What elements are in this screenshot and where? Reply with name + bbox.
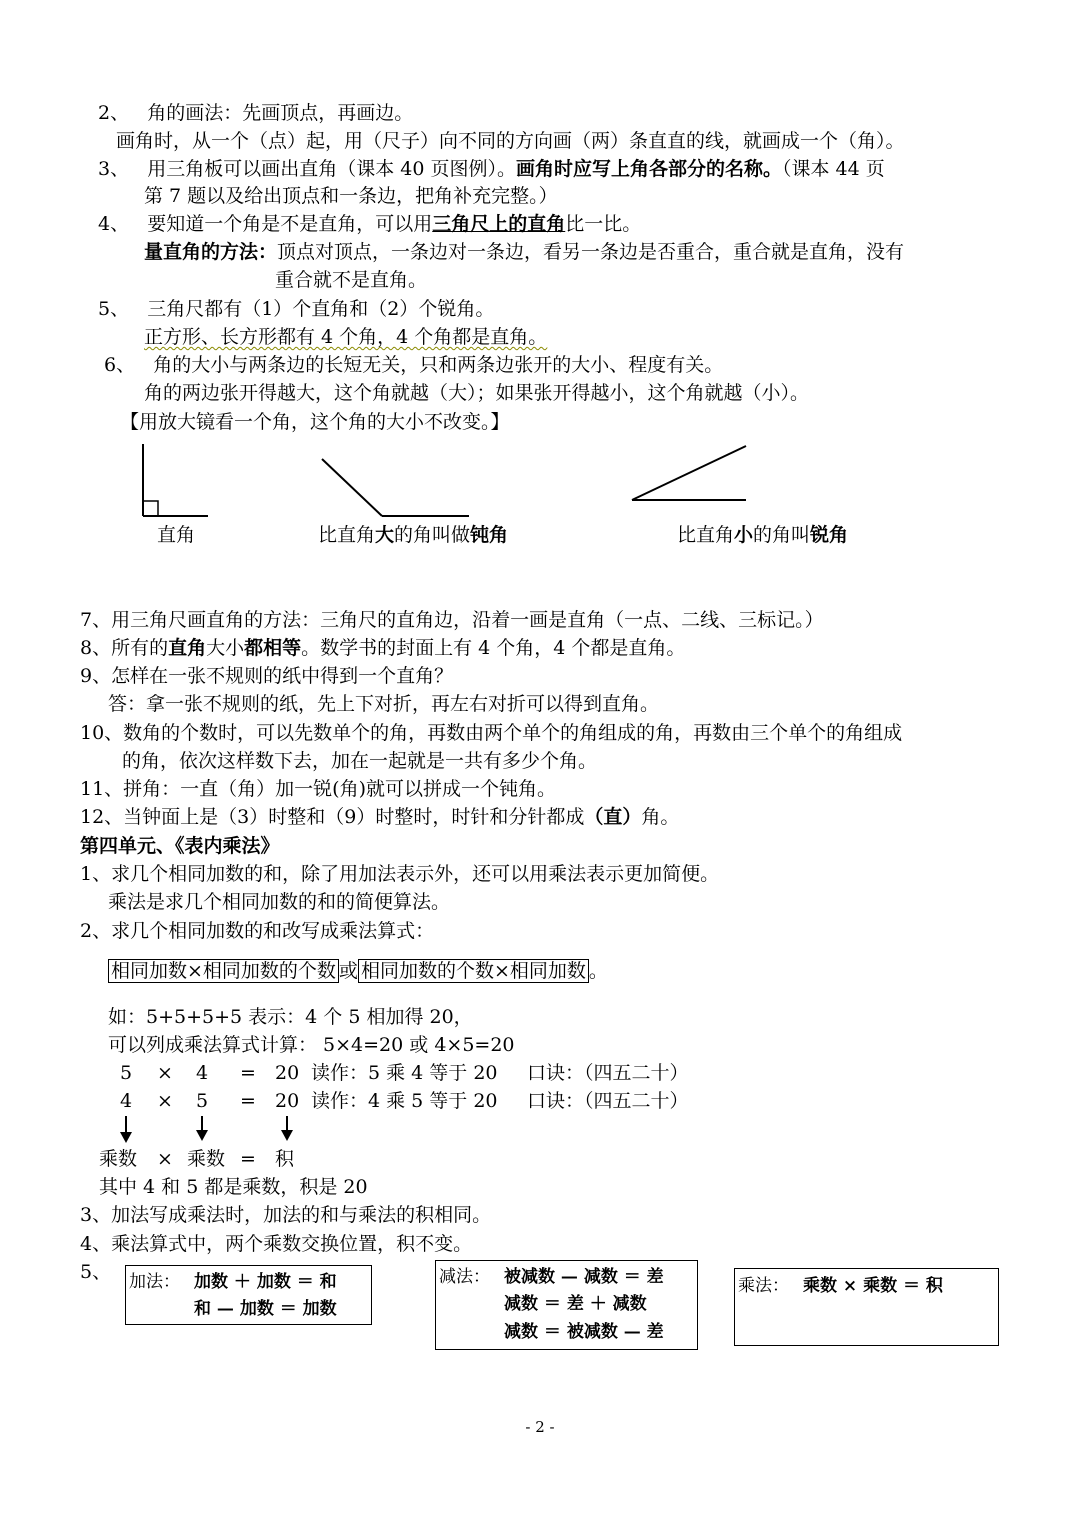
row-2-eq: = xyxy=(240,1090,256,1112)
multiplication-box xyxy=(734,1268,999,1346)
example-1: 如：5+5+5+5 表示：4 个 5 相加得 20， xyxy=(108,1006,473,1028)
right-angle-label: 直角 xyxy=(157,524,196,546)
row-2-read: 读作：4 乘 5 等于 20 xyxy=(311,1090,498,1112)
unit-4-item-1-sub: 乘法是求几个相同加数的和的简便算法。 xyxy=(108,891,451,913)
addition-formula-2: 和 — 加数 ＝ 加数 xyxy=(194,1299,337,1319)
row-1-result: 20 xyxy=(275,1062,300,1084)
item-5-sub: 正方形、长方形都有 4 个角，4 个角都是直角。 xyxy=(144,326,548,348)
item-12-b: （直） xyxy=(584,806,642,828)
item-11: 11、拼角：一直（角）加一锐(角)就可以拼成一个钝角。 xyxy=(80,778,557,800)
unit-4-item-1: 1、求几个相同加数的和，除了用加法表示外，还可以用乘法表示更加简便。 xyxy=(80,863,720,885)
item-4-method-2: 重合就不是直角。 xyxy=(275,269,428,291)
multiplication-label: 乘法： xyxy=(738,1276,789,1296)
item-3-text-c: （课本 44 页 xyxy=(782,158,885,180)
item-5-text: 三角尺都有（1）个直角和（2）个锐角。 xyxy=(147,298,495,320)
obtuse-label-d: 钝角 xyxy=(470,524,509,546)
item-3-text-bold: 画角时应写上角各部分的名称。 xyxy=(515,158,782,180)
arrow-down-icon xyxy=(281,1116,293,1141)
subtraction-box xyxy=(435,1260,698,1350)
acute-label-b: 小 xyxy=(734,524,754,546)
addition-label: 加法： xyxy=(129,1272,180,1292)
formula-period: 。 xyxy=(588,960,608,982)
unit-4-heading: 第四单元、《表内乘法》 xyxy=(80,835,280,857)
item-2-number: 2、 xyxy=(98,102,130,124)
item-9: 9、怎样在一张不规则的纸中得到一个直角？ xyxy=(80,665,454,687)
item-8-c: 大小 xyxy=(206,637,245,659)
obtuse-label-a: 比直角 xyxy=(318,524,376,546)
formula-box-1: 相同加数×相同加数的个数 xyxy=(108,959,339,983)
item-2-text: 角的画法：先画顶点，再画边。 xyxy=(147,102,414,124)
subtraction-formula-1: 被减数 — 减数 ＝ 差 xyxy=(504,1267,664,1287)
name-product: 积 xyxy=(275,1148,295,1170)
addition-box xyxy=(125,1265,372,1325)
unit-4-item-3: 3、加法写成乘法时，加法的和与乘法的积相同。 xyxy=(80,1204,492,1226)
item-10: 10、数角的个数时，可以先数单个的角，再数由两个单个的角组成的角，再数由三个单个的角组成 xyxy=(80,722,903,744)
row-1-op: × xyxy=(157,1062,173,1084)
row-1-b: 4 xyxy=(196,1062,209,1084)
subtraction-formula-3: 减数 ＝ 被减数 — 差 xyxy=(504,1322,664,1342)
row-2-op: × xyxy=(157,1090,173,1112)
arrow-down-icon xyxy=(120,1116,132,1143)
item-12-a: 12、当钟面上是（3）时整和（9）时整时，时针和分针都成 xyxy=(80,806,585,828)
item-6-text: 角的大小与两条边的长短无关，只和两条边张开的大小、程度有关。 xyxy=(153,354,724,376)
subtraction-label: 减法： xyxy=(439,1267,490,1287)
item-7: 7、用三角尺画直角的方法：三角尺的直角边，沿着一画是直角（一点、二线、三标记。） xyxy=(80,609,824,631)
item-5-number: 5、 xyxy=(98,298,130,320)
name-factor-2: 乘数 xyxy=(187,1148,226,1170)
row-1-read: 读作：5 乘 4 等于 20 xyxy=(311,1062,498,1084)
row-1-rhyme: 口诀：（四五二十） xyxy=(527,1062,689,1084)
addition-formula-1: 加数 ＋ 加数 ＝ 和 xyxy=(194,1272,337,1292)
unit-4-note: 其中 4 和 5 都是乘数，积是 20 xyxy=(99,1176,368,1198)
item-3-number: 3、 xyxy=(98,158,130,180)
page-number: - 2 - xyxy=(525,1418,555,1436)
item-6-sub: 角的两边张开得越大，这个角就越（大）；如果张开得越小，这个角就越（小）。 xyxy=(144,382,810,404)
item-8-d: 都相等 xyxy=(244,637,302,659)
row-2-a: 4 xyxy=(120,1090,133,1112)
item-4-method-text: 顶点对顶点，一条边对一条边，看另一条边是否重合，重合就是直角，没有 xyxy=(277,241,905,263)
subtraction-formula-2: 减数 ＝ 差 ＋ 减数 xyxy=(504,1294,647,1314)
name-factor-1: 乘数 xyxy=(99,1148,138,1170)
item-3-sub: 第 7 题以及给出顶点和一条边，把角补充完整。） xyxy=(144,185,558,207)
item-4-text-c: 比一比。 xyxy=(565,213,642,235)
formula-or: 或 xyxy=(338,960,358,982)
multiplication-formula: 乘数 × 乘数 ＝ 积 xyxy=(803,1276,943,1296)
formula-box-2: 相同加数的个数×相同加数 xyxy=(358,959,589,983)
unit-4-item-2: 2、求几个相同加数的和改写成乘法算式： xyxy=(80,920,435,942)
unit-4-item-5: 5、 xyxy=(80,1261,112,1283)
example-2: 可以列成乘法算式计算： 5×4=20 或 4×5=20 xyxy=(108,1034,515,1056)
acute-label-a: 比直角 xyxy=(677,524,735,546)
item-8-a: 8、所有的 xyxy=(80,637,169,659)
item-4-text-a: 要知道一个角是不是直角，可以用 xyxy=(147,213,433,235)
row-2-rhyme: 口诀：（四五二十） xyxy=(527,1090,689,1112)
row-2-result: 20 xyxy=(275,1090,300,1112)
obtuse-label-b: 大 xyxy=(375,524,395,546)
item-6-number: 6、 xyxy=(104,354,136,376)
item-9-answer: 答：拿一张不规则的纸，先上下对折，再左右对折可以得到直角。 xyxy=(108,693,660,715)
row-2-b: 5 xyxy=(196,1090,209,1112)
item-4-number: 4、 xyxy=(98,213,130,235)
item-3-text-a: 用三角板可以画出直角（课本 40 页图例）。 xyxy=(147,158,516,180)
unit-4-item-4: 4、乘法算式中，两个乘数交换位置，积不变。 xyxy=(80,1233,473,1255)
item-2-sub: 画角时，从一个（点）起，用（尺子）向不同的方向画（两）条直直的线，就画成一个（角）。 xyxy=(116,130,905,152)
item-4-method-label: 量直角的方法： xyxy=(144,241,278,263)
row-1-a: 5 xyxy=(120,1062,133,1084)
name-op: × xyxy=(157,1148,173,1170)
item-4-text-bold: 三角尺上的直角 xyxy=(432,213,566,235)
item-12-c: 角。 xyxy=(641,806,680,828)
arrow-down-icon xyxy=(196,1116,208,1141)
row-1-eq: = xyxy=(240,1062,256,1084)
item-8-e: 。数学书的封面上有 4 个角，4 个都是直角。 xyxy=(301,637,686,659)
name-eq: = xyxy=(240,1148,256,1170)
item-6-note: 【用放大镜看一个角，这个角的大小不改变。】 xyxy=(120,411,510,433)
acute-label-d: 锐角 xyxy=(810,524,849,546)
item-10-sub: 的角，依次这样数下去，加在一起就是一共有多少个角。 xyxy=(122,750,598,772)
acute-label-c: 的角叫 xyxy=(753,524,811,546)
obtuse-label-c: 的角叫做 xyxy=(394,524,471,546)
item-8-b: 直角 xyxy=(168,637,207,659)
